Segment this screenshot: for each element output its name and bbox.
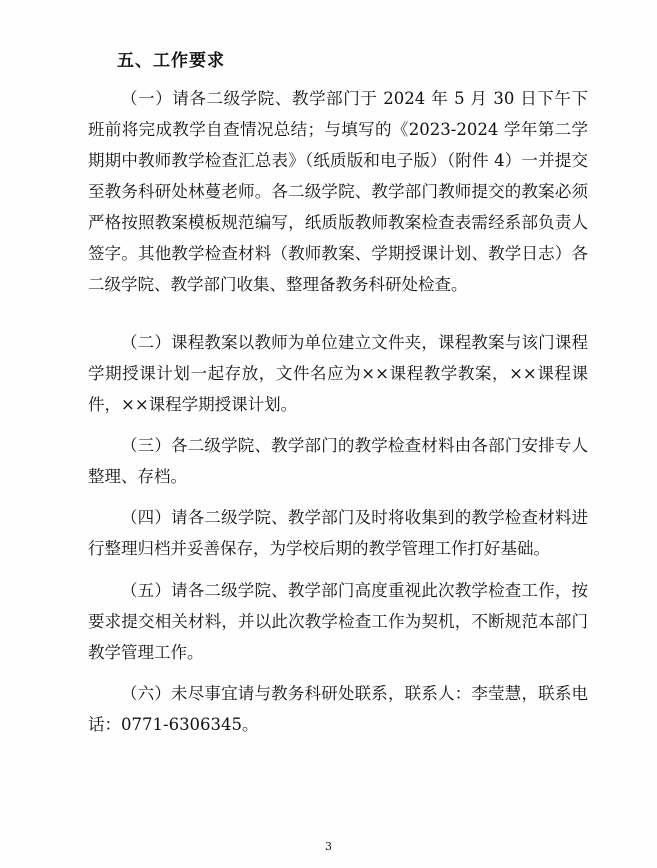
page-number: 3 (325, 840, 332, 853)
requirement-item-6: （六）未尽事宜请与教务科研处联系，联系人：李莹慧，联系电话：0771-6306345。 (88, 684, 588, 734)
section-heading: 五、工作要求 (117, 51, 225, 71)
requirement-item-3: （三）各二级学院、教学部门的教学检查材料由各部门安排专人整理、存档。 (88, 436, 588, 486)
requirement-item-5: （五）请各二级学院、教学部门高度重视此次教学检查工作，按要求提交相关材料，并以此次教学检查工作为契机，不断规范本部门教学管理工作。 (88, 581, 588, 662)
requirement-item-4: （四）请各二级学院、教学部门及时将收集到的教学检查材料进行整理归档并妥善保存，为学校后期的教学管理工作打好基础。 (88, 508, 588, 558)
requirement-item-2: （二）课程教案以教师为单位建立文件夹，课程教案与该门课程学期授课计划一起存放，文件名应为××课程教学教案，××课程课件，××课程学期授课计划。 (88, 333, 588, 414)
requirement-item-1: （一）请各二级学院、教学部门于 2024 年 5 月 30 日下午下班前将完成教学自查情况总结；与填写的《2023-2024 学年第二学期期中教师教学检查汇总表》（纸质版和电子版）（附件 4）一并提交至教务科研处林蔓老师。各二级学院、教学部门教师提交的教案必须严格按照教案模板规范编写，纸质版教师教案检查表需经系部负责人签字。其他教学检查材料（教师教案、学期授课计划、教学日志）各二级学院、教学部门收集、整理备教务科研处检查。 (88, 89, 588, 294)
